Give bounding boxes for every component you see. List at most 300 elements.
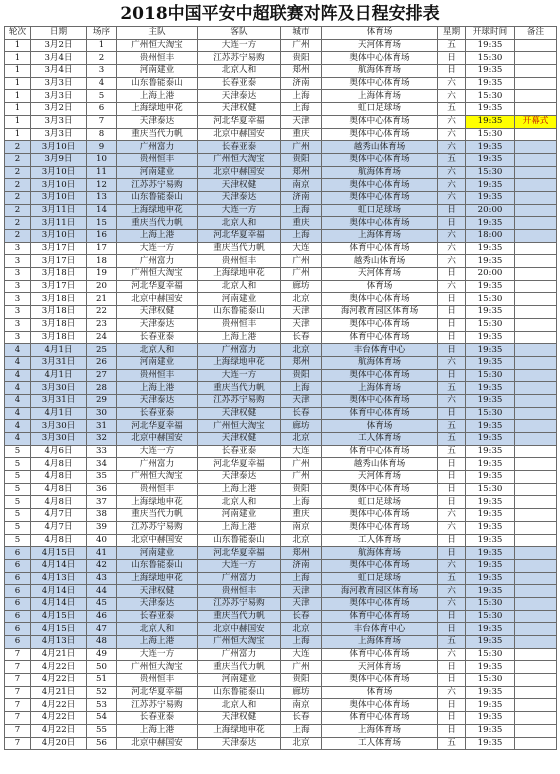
cell-round: 6 [5, 547, 31, 560]
cell-away-team: 广州富力 [198, 572, 281, 585]
cell-away-team: 上海绿地申花 [198, 724, 281, 737]
cell-stadium: 虹口足球场 [322, 496, 438, 509]
cell-stadium: 奥体中心体育场 [322, 394, 438, 407]
cell-city: 广州 [281, 255, 322, 268]
cell-kickoff: 19:35 [466, 458, 515, 471]
cell-round: 1 [5, 115, 31, 128]
cell-away-team: 北京中赫国安 [198, 166, 281, 179]
cell-match-no: 8 [87, 128, 117, 141]
cell-city: 上海 [281, 572, 322, 585]
cell-away-team: 广州恒大淘宝 [198, 420, 281, 433]
cell-home-team: 上海上港 [117, 724, 198, 737]
cell-note [515, 191, 557, 204]
cell-date: 4月22日 [31, 661, 87, 674]
cell-away-team: 河南建业 [198, 509, 281, 522]
cell-home-team: 广州恒大淘宝 [117, 471, 198, 484]
cell-match-no: 42 [87, 559, 117, 572]
cell-city: 大连 [281, 648, 322, 661]
cell-note [515, 356, 557, 369]
cell-away-team: 广州恒大淘宝 [198, 153, 281, 166]
table-row [5, 331, 557, 344]
cell-away-team: 天津权健 [198, 712, 281, 725]
cell-stadium: 上海体育场 [322, 382, 438, 395]
cell-weekday: 五 [438, 572, 466, 585]
cell-note [515, 737, 557, 750]
cell-date: 4月14日 [31, 559, 87, 572]
cell-weekday: 日 [438, 712, 466, 725]
cell-away-team: 大连一方 [198, 39, 281, 52]
cell-city: 上海 [281, 382, 322, 395]
cell-home-team: 长春亚泰 [117, 331, 198, 344]
cell-away-team: 北京人和 [198, 217, 281, 230]
cell-city: 贵阳 [281, 483, 322, 496]
cell-date: 4月8日 [31, 483, 87, 496]
cell-kickoff: 19:35 [466, 39, 515, 52]
cell-date: 3月3日 [31, 90, 87, 103]
cell-note [515, 648, 557, 661]
cell-kickoff: 20:00 [466, 204, 515, 217]
cell-match-no: 14 [87, 204, 117, 217]
cell-city: 广州 [281, 141, 322, 154]
cell-away-team: 广州恒大淘宝 [198, 636, 281, 649]
cell-kickoff: 19:35 [466, 509, 515, 522]
cell-stadium: 丰台体育中心 [322, 344, 438, 357]
cell-stadium: 奥体中心体育场 [322, 674, 438, 687]
cell-round: 3 [5, 306, 31, 319]
cell-weekday: 六 [438, 509, 466, 522]
cell-home-team: 山东鲁能泰山 [117, 191, 198, 204]
cell-kickoff: 15:30 [466, 293, 515, 306]
cell-away-team: 上海绿地申花 [198, 356, 281, 369]
table-row [5, 103, 557, 116]
cell-round: 6 [5, 585, 31, 598]
cell-city: 大连 [281, 445, 322, 458]
cell-match-no: 32 [87, 433, 117, 446]
cell-kickoff: 19:35 [466, 572, 515, 585]
cell-away-team: 天津泰达 [198, 471, 281, 484]
cell-home-team: 河北华夏幸福 [117, 280, 198, 293]
cell-note [515, 77, 557, 90]
cell-home-team: 广州恒大淘宝 [117, 268, 198, 281]
cell-stadium: 航海体育场 [322, 65, 438, 78]
cell-round: 2 [5, 141, 31, 154]
cell-away-team: 上海绿地申花 [198, 268, 281, 281]
cell-home-team: 北京中赫国安 [117, 737, 198, 750]
header-note: 备注 [515, 27, 557, 40]
cell-stadium: 体育中心体育场 [322, 331, 438, 344]
cell-home-team: 上海上港 [117, 90, 198, 103]
cell-kickoff: 19:35 [466, 141, 515, 154]
table-row [5, 547, 557, 560]
cell-away-team: 大连一方 [198, 204, 281, 217]
cell-match-no: 30 [87, 407, 117, 420]
cell-note [515, 623, 557, 636]
cell-match-no: 55 [87, 724, 117, 737]
cell-date: 4月15日 [31, 623, 87, 636]
table-row [5, 712, 557, 725]
cell-city: 南京 [281, 521, 322, 534]
cell-note [515, 153, 557, 166]
cell-city: 济南 [281, 77, 322, 90]
cell-stadium: 奥体中心体育场 [322, 52, 438, 65]
cell-match-no: 5 [87, 90, 117, 103]
cell-note [515, 433, 557, 446]
cell-note [515, 724, 557, 737]
cell-date: 3月30日 [31, 420, 87, 433]
cell-round: 5 [5, 509, 31, 522]
cell-note [515, 483, 557, 496]
cell-note [515, 255, 557, 268]
cell-date: 3月10日 [31, 230, 87, 243]
cell-away-team: 河南建业 [198, 674, 281, 687]
cell-weekday: 日 [438, 217, 466, 230]
cell-note [515, 103, 557, 116]
cell-round: 1 [5, 128, 31, 141]
table-row [5, 306, 557, 319]
cell-round: 4 [5, 356, 31, 369]
cell-home-team: 河南建业 [117, 547, 198, 560]
cell-away-team: 山东鲁能泰山 [198, 686, 281, 699]
cell-weekday: 六 [438, 166, 466, 179]
cell-round: 7 [5, 674, 31, 687]
cell-date: 3月30日 [31, 433, 87, 446]
cell-round: 6 [5, 559, 31, 572]
cell-round: 5 [5, 458, 31, 471]
table-row [5, 496, 557, 509]
cell-note [515, 712, 557, 725]
cell-weekday: 五 [438, 420, 466, 433]
cell-match-no: 9 [87, 141, 117, 154]
table-row [5, 382, 557, 395]
cell-stadium: 航海体育场 [322, 547, 438, 560]
cell-date: 4月13日 [31, 636, 87, 649]
table-row [5, 433, 557, 446]
table-row [5, 52, 557, 65]
cell-away-team: 大连一方 [198, 559, 281, 572]
cell-round: 2 [5, 166, 31, 179]
cell-date: 4月8日 [31, 458, 87, 471]
cell-match-no: 26 [87, 356, 117, 369]
cell-away-team: 广州富力 [198, 344, 281, 357]
cell-date: 3月17日 [31, 280, 87, 293]
cell-weekday: 五 [438, 433, 466, 446]
cell-city: 济南 [281, 191, 322, 204]
cell-weekday: 日 [438, 407, 466, 420]
cell-away-team: 天津泰达 [198, 90, 281, 103]
cell-kickoff: 19:35 [466, 306, 515, 319]
cell-match-no: 12 [87, 179, 117, 192]
cell-weekday: 六 [438, 191, 466, 204]
cell-round: 1 [5, 52, 31, 65]
cell-round: 1 [5, 77, 31, 90]
cell-weekday: 日 [438, 699, 466, 712]
cell-weekday: 五 [438, 445, 466, 458]
cell-stadium: 体育场 [322, 420, 438, 433]
cell-date: 3月18日 [31, 331, 87, 344]
header-round: 轮次 [5, 27, 31, 40]
cell-date: 3月11日 [31, 204, 87, 217]
cell-away-team: 北京人和 [198, 496, 281, 509]
cell-weekday: 日 [438, 496, 466, 509]
cell-away-team: 北京人和 [198, 280, 281, 293]
cell-home-team: 北京中赫国安 [117, 293, 198, 306]
cell-note [515, 686, 557, 699]
cell-match-no: 53 [87, 699, 117, 712]
cell-home-team: 长春亚泰 [117, 712, 198, 725]
table-row [5, 230, 557, 243]
cell-date: 4月8日 [31, 471, 87, 484]
cell-round: 5 [5, 445, 31, 458]
cell-round: 2 [5, 217, 31, 230]
cell-weekday: 六 [438, 128, 466, 141]
cell-round: 5 [5, 471, 31, 484]
cell-kickoff: 19:35 [466, 394, 515, 407]
cell-round: 3 [5, 242, 31, 255]
cell-note [515, 445, 557, 458]
cell-home-team: 江苏苏宁易购 [117, 521, 198, 534]
table-row [5, 115, 557, 128]
cell-home-team: 长春亚泰 [117, 407, 198, 420]
cell-city: 重庆 [281, 217, 322, 230]
cell-match-no: 46 [87, 610, 117, 623]
cell-away-team: 河北华夏幸福 [198, 547, 281, 560]
table-row [5, 65, 557, 78]
table-row [5, 318, 557, 331]
cell-stadium: 上海体育场 [322, 90, 438, 103]
table-row [5, 724, 557, 737]
cell-match-no: 24 [87, 331, 117, 344]
header-match-no: 场序 [87, 27, 117, 40]
cell-away-team: 天津泰达 [198, 737, 281, 750]
cell-match-no: 22 [87, 306, 117, 319]
cell-kickoff: 19:35 [466, 191, 515, 204]
cell-kickoff: 19:35 [466, 559, 515, 572]
table-row [5, 483, 557, 496]
cell-city: 北京 [281, 534, 322, 547]
cell-home-team: 上海绿地申花 [117, 103, 198, 116]
cell-stadium: 体育中心体育场 [322, 445, 438, 458]
cell-match-no: 34 [87, 458, 117, 471]
cell-home-team: 重庆当代力帆 [117, 128, 198, 141]
cell-note [515, 382, 557, 395]
cell-weekday: 六 [438, 686, 466, 699]
cell-away-team: 广州富力 [198, 648, 281, 661]
cell-city: 北京 [281, 737, 322, 750]
cell-away-team: 山东鲁能泰山 [198, 306, 281, 319]
cell-match-no: 23 [87, 318, 117, 331]
cell-stadium: 奥体中心体育场 [322, 699, 438, 712]
cell-weekday: 六 [438, 648, 466, 661]
cell-away-team: 贵州恒丰 [198, 318, 281, 331]
cell-date: 4月15日 [31, 610, 87, 623]
cell-date: 4月8日 [31, 496, 87, 509]
cell-note [515, 674, 557, 687]
cell-date: 3月11日 [31, 217, 87, 230]
cell-away-team: 贵州恒丰 [198, 255, 281, 268]
table-row [5, 674, 557, 687]
cell-kickoff: 19:35 [466, 521, 515, 534]
cell-round: 1 [5, 90, 31, 103]
cell-date: 4月14日 [31, 597, 87, 610]
cell-date: 3月3日 [31, 115, 87, 128]
cell-match-no: 2 [87, 52, 117, 65]
table-row [5, 141, 557, 154]
cell-kickoff: 15:30 [466, 318, 515, 331]
cell-stadium: 航海体育场 [322, 356, 438, 369]
cell-kickoff: 15:30 [466, 90, 515, 103]
table-row [5, 648, 557, 661]
cell-home-team: 贵州恒丰 [117, 153, 198, 166]
table-row [5, 509, 557, 522]
cell-round: 3 [5, 331, 31, 344]
cell-round: 6 [5, 572, 31, 585]
cell-home-team: 河南建业 [117, 356, 198, 369]
cell-date: 4月1日 [31, 369, 87, 382]
cell-away-team: 天津权健 [198, 103, 281, 116]
cell-weekday: 六 [438, 179, 466, 192]
cell-away-team: 河北华夏幸福 [198, 458, 281, 471]
cell-home-team: 广州富力 [117, 141, 198, 154]
cell-kickoff: 19:35 [466, 115, 515, 128]
cell-stadium: 越秀山体育场 [322, 255, 438, 268]
cell-match-no: 20 [87, 280, 117, 293]
cell-note [515, 610, 557, 623]
cell-city: 郑州 [281, 166, 322, 179]
table-row [5, 585, 557, 598]
cell-match-no: 44 [87, 585, 117, 598]
cell-away-team: 北京中赫国安 [198, 128, 281, 141]
cell-note [515, 90, 557, 103]
cell-stadium: 体育场 [322, 686, 438, 699]
cell-home-team: 上海上港 [117, 230, 198, 243]
cell-match-no: 7 [87, 115, 117, 128]
cell-city: 重庆 [281, 509, 322, 522]
cell-round: 5 [5, 483, 31, 496]
cell-match-no: 16 [87, 230, 117, 243]
cell-note [515, 420, 557, 433]
cell-note [515, 242, 557, 255]
cell-date: 3月3日 [31, 77, 87, 90]
cell-date: 3月10日 [31, 141, 87, 154]
cell-weekday: 六 [438, 356, 466, 369]
cell-away-team: 重庆当代力帆 [198, 661, 281, 674]
cell-match-no: 1 [87, 39, 117, 52]
cell-away-team: 山东鲁能泰山 [198, 534, 281, 547]
table-row [5, 737, 557, 750]
cell-note [515, 128, 557, 141]
cell-kickoff: 20:00 [466, 268, 515, 281]
cell-stadium: 奥体中心体育场 [322, 217, 438, 230]
cell-match-no: 25 [87, 344, 117, 357]
cell-home-team: 广州恒大淘宝 [117, 39, 198, 52]
cell-round: 7 [5, 724, 31, 737]
cell-weekday: 六 [438, 141, 466, 154]
cell-weekday: 五 [438, 737, 466, 750]
cell-stadium: 奥体中心体育场 [322, 483, 438, 496]
cell-weekday: 六 [438, 90, 466, 103]
cell-date: 3月31日 [31, 356, 87, 369]
cell-date: 4月8日 [31, 534, 87, 547]
cell-date: 3月10日 [31, 191, 87, 204]
cell-stadium: 体育中心体育场 [322, 407, 438, 420]
cell-home-team: 天津泰达 [117, 115, 198, 128]
cell-date: 3月2日 [31, 39, 87, 52]
cell-weekday: 日 [438, 610, 466, 623]
header-kickoff: 开球时间 [466, 27, 515, 40]
cell-match-no: 18 [87, 255, 117, 268]
table-row [5, 636, 557, 649]
cell-match-no: 38 [87, 509, 117, 522]
cell-round: 1 [5, 65, 31, 78]
cell-round: 5 [5, 521, 31, 534]
cell-home-team: 贵州恒丰 [117, 52, 198, 65]
cell-home-team: 江苏苏宁易购 [117, 179, 198, 192]
cell-stadium: 上海体育场 [322, 724, 438, 737]
cell-match-no: 11 [87, 166, 117, 179]
cell-away-team: 上海上港 [198, 483, 281, 496]
cell-date: 4月22日 [31, 699, 87, 712]
cell-city: 上海 [281, 204, 322, 217]
cell-note [515, 699, 557, 712]
table-row [5, 90, 557, 103]
cell-round: 2 [5, 153, 31, 166]
cell-away-team: 长春亚泰 [198, 77, 281, 90]
cell-stadium: 上海体育场 [322, 230, 438, 243]
cell-weekday: 六 [438, 280, 466, 293]
cell-kickoff: 19:35 [466, 382, 515, 395]
cell-note: 开幕式 [515, 115, 557, 128]
cell-match-no: 48 [87, 636, 117, 649]
cell-date: 3月17日 [31, 242, 87, 255]
cell-stadium: 越秀山体育场 [322, 458, 438, 471]
cell-kickoff: 19:35 [466, 344, 515, 357]
cell-city: 天津 [281, 306, 322, 319]
cell-stadium: 奥体中心体育场 [322, 153, 438, 166]
cell-note [515, 509, 557, 522]
cell-away-team: 北京中赫国安 [198, 623, 281, 636]
cell-stadium: 奥体中心体育场 [322, 179, 438, 192]
cell-weekday: 日 [438, 293, 466, 306]
cell-city: 贵阳 [281, 153, 322, 166]
cell-city: 长春 [281, 331, 322, 344]
cell-away-team: 上海上港 [198, 521, 281, 534]
cell-city: 北京 [281, 623, 322, 636]
table-row [5, 445, 557, 458]
cell-date: 4月7日 [31, 509, 87, 522]
table-row [5, 179, 557, 192]
cell-home-team: 北京人和 [117, 344, 198, 357]
cell-city: 南京 [281, 179, 322, 192]
cell-stadium: 奥体中心体育场 [322, 318, 438, 331]
cell-weekday: 日 [438, 458, 466, 471]
cell-round: 5 [5, 496, 31, 509]
cell-stadium: 天河体育场 [322, 268, 438, 281]
cell-stadium: 奥体中心体育场 [322, 369, 438, 382]
cell-home-team: 广州富力 [117, 458, 198, 471]
header-home: 主队 [117, 27, 198, 40]
cell-city: 广州 [281, 39, 322, 52]
cell-date: 3月18日 [31, 318, 87, 331]
cell-kickoff: 19:35 [466, 585, 515, 598]
cell-date: 3月9日 [31, 153, 87, 166]
cell-home-team: 河北华夏幸福 [117, 420, 198, 433]
cell-home-team: 大连一方 [117, 242, 198, 255]
cell-note [515, 572, 557, 585]
cell-match-no: 39 [87, 521, 117, 534]
cell-stadium: 奥体中心体育场 [322, 293, 438, 306]
cell-stadium: 天河体育场 [322, 661, 438, 674]
cell-date: 4月1日 [31, 407, 87, 420]
